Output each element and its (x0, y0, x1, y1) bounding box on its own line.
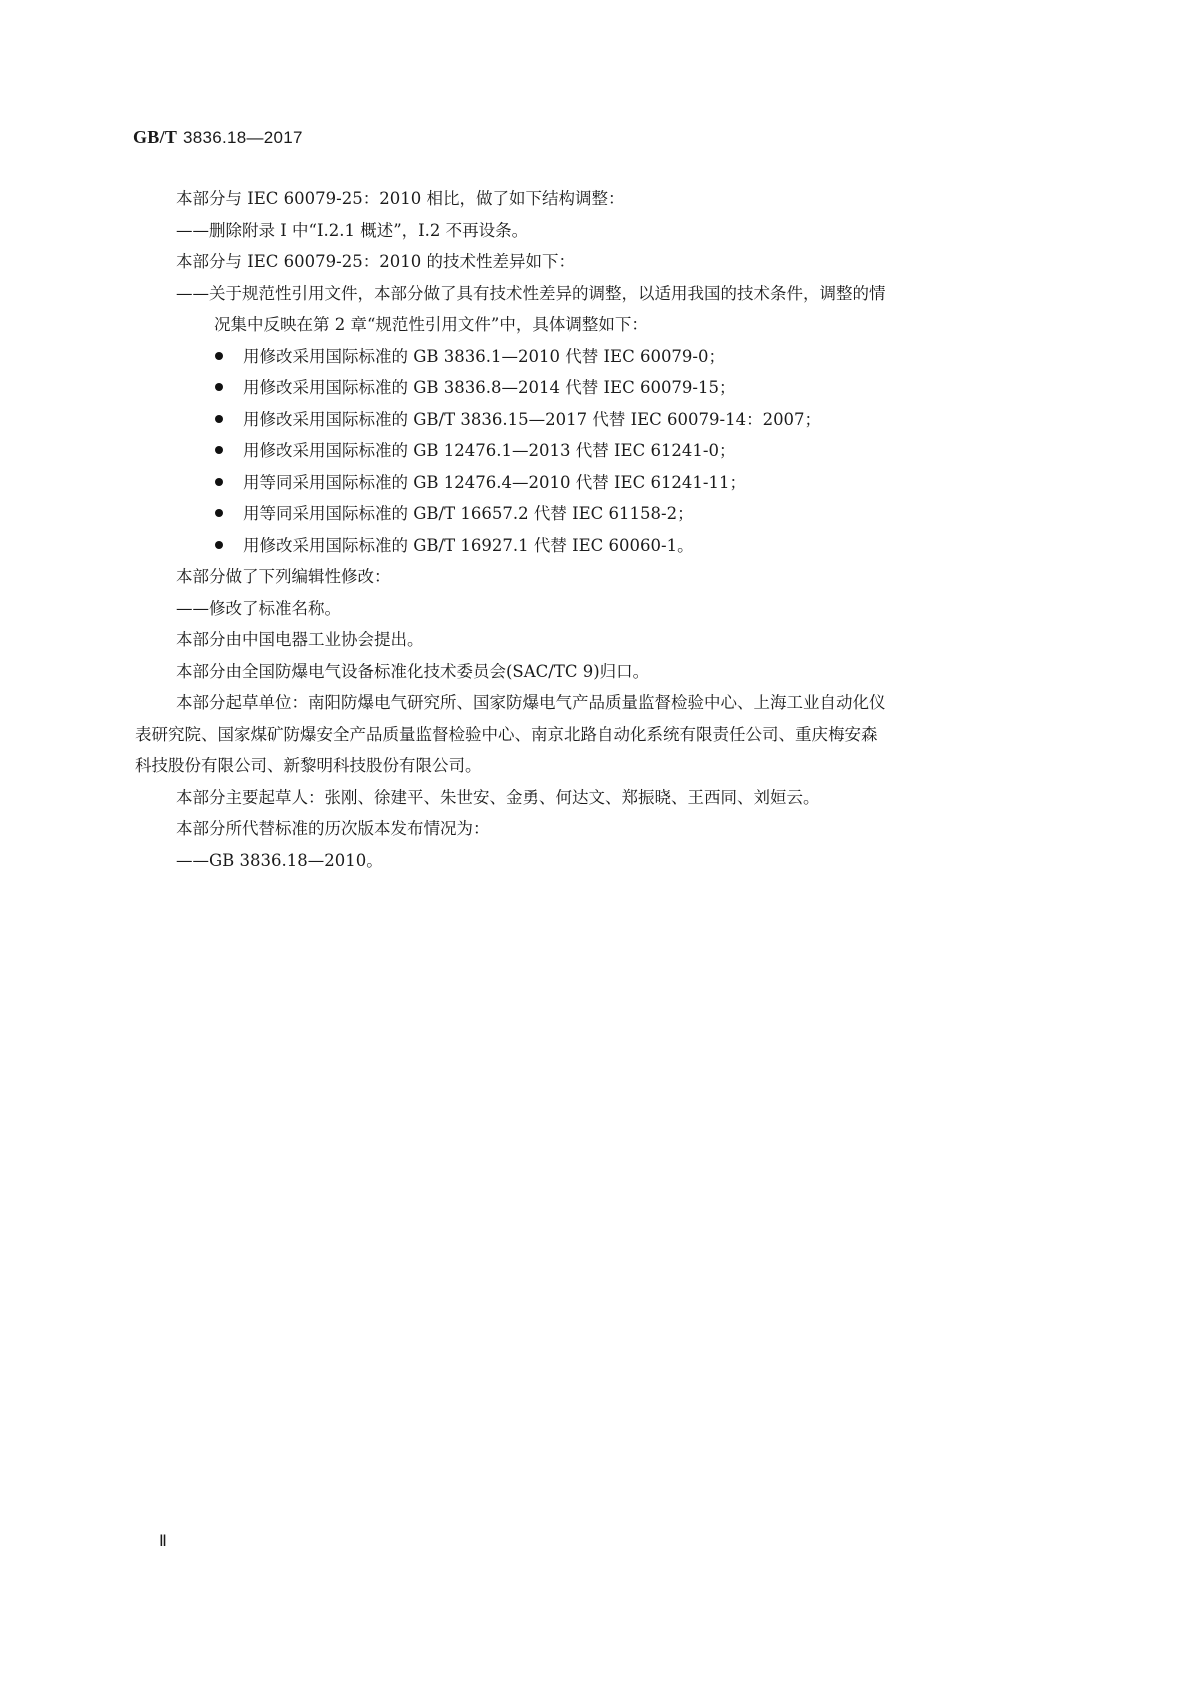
bullet-text: 用修改采用国际标准的 GB/T 16927.1 代替 IEC 60060-1。 (243, 535, 694, 555)
bullet-icon (215, 383, 223, 391)
paragraph-committee: 本部分由全国防爆电气设备标准化技术委员会(SAC/TC 9)归口。 (176, 661, 650, 681)
bullet-text: 用等同采用国际标准的 GB 12476.4—2010 代替 IEC 61241-11； (243, 472, 747, 492)
dash-item-delete-annex: ——删除附录 I 中“I.2.1 概述”，I.2 不再设条。 (176, 220, 529, 240)
bullet-text: 用修改采用国际标准的 GB 3836.1—2010 代替 IEC 60079-0； (243, 346, 726, 366)
bullet-item (176, 530, 1078, 562)
bullet-icon (215, 541, 223, 549)
bullet-item (176, 435, 1078, 467)
document-header (133, 127, 303, 148)
paragraph-drafters: 本部分主要起草人：张刚、徐建平、朱世安、金勇、何达文、郑振晓、王西同、刘姮云。 (176, 787, 820, 807)
paragraph-drafting-units: 本部分起草单位：南阳防爆电气研究所、国家防爆电气产品质量监督检验中心、上海工业自动化仪 (176, 693, 886, 712)
bullet-item (176, 372, 1078, 404)
page-number: Ⅱ (159, 1533, 167, 1550)
paragraph-drafting-units-cont: 科技股份有限公司、新黎明科技股份有限公司。 (135, 756, 482, 775)
paragraph-proposer: 本部分由中国电器工业协会提出。 (176, 630, 424, 649)
bullet-icon (215, 446, 223, 454)
paragraph-editorial-changes: 本部分做了下列编辑性修改： (176, 567, 391, 586)
foreword-body (135, 183, 1078, 876)
standard-code: GB/T (133, 127, 178, 147)
bullet-icon (215, 478, 223, 486)
bullet-item (176, 498, 1078, 530)
dash-item-rename: ——修改了标准名称。 (176, 598, 341, 618)
paragraph-drafting-units-cont: 表研究院、国家煤矿防爆安全产品质量监督检验中心、南京北路自动化系统有限责任公司、重庆梅安森 (135, 724, 878, 744)
dash-item-normative-refs-cont: 况集中反映在第 2 章“规范性引用文件”中，具体调整如下： (214, 315, 648, 334)
bullet-text: 用修改采用国际标准的 GB 12476.1—2013 代替 IEC 61241-0； (243, 441, 736, 460)
bullet-icon (215, 352, 223, 360)
paragraph-structure-changes: 本部分与 IEC 60079-25：2010 相比，做了如下结构调整： (176, 189, 625, 208)
bullet-icon (215, 415, 223, 423)
paragraph-previous-editions: 本部分所代替标准的历次版本发布情况为： (176, 819, 490, 838)
bullet-item (176, 467, 1078, 499)
standard-number: 3836.18—2017 (182, 128, 303, 147)
bullet-text: 用修改采用国际标准的 GB 3836.8—2014 代替 IEC 60079-15； (243, 378, 736, 397)
bullet-text: 用等同采用国际标准的 GB/T 16657.2 代替 IEC 61158-2； (243, 504, 694, 523)
bullet-item (176, 404, 1078, 436)
dash-item-normative-refs: ——关于规范性引用文件，本部分做了具有技术性差异的调整，以适用我国的技术条件，调整的情 (176, 283, 886, 303)
bullet-text: 用修改采用国际标准的 GB/T 3836.15—2017 代替 IEC 60079-14：2007； (243, 409, 822, 429)
paragraph-technical-differences: 本部分与 IEC 60079-25：2010 的技术性差异如下： (176, 252, 575, 271)
dash-item-previous-edition: ——GB 3836.18—2010。 (176, 850, 383, 870)
bullet-item (176, 341, 1078, 373)
bullet-icon (215, 509, 223, 517)
